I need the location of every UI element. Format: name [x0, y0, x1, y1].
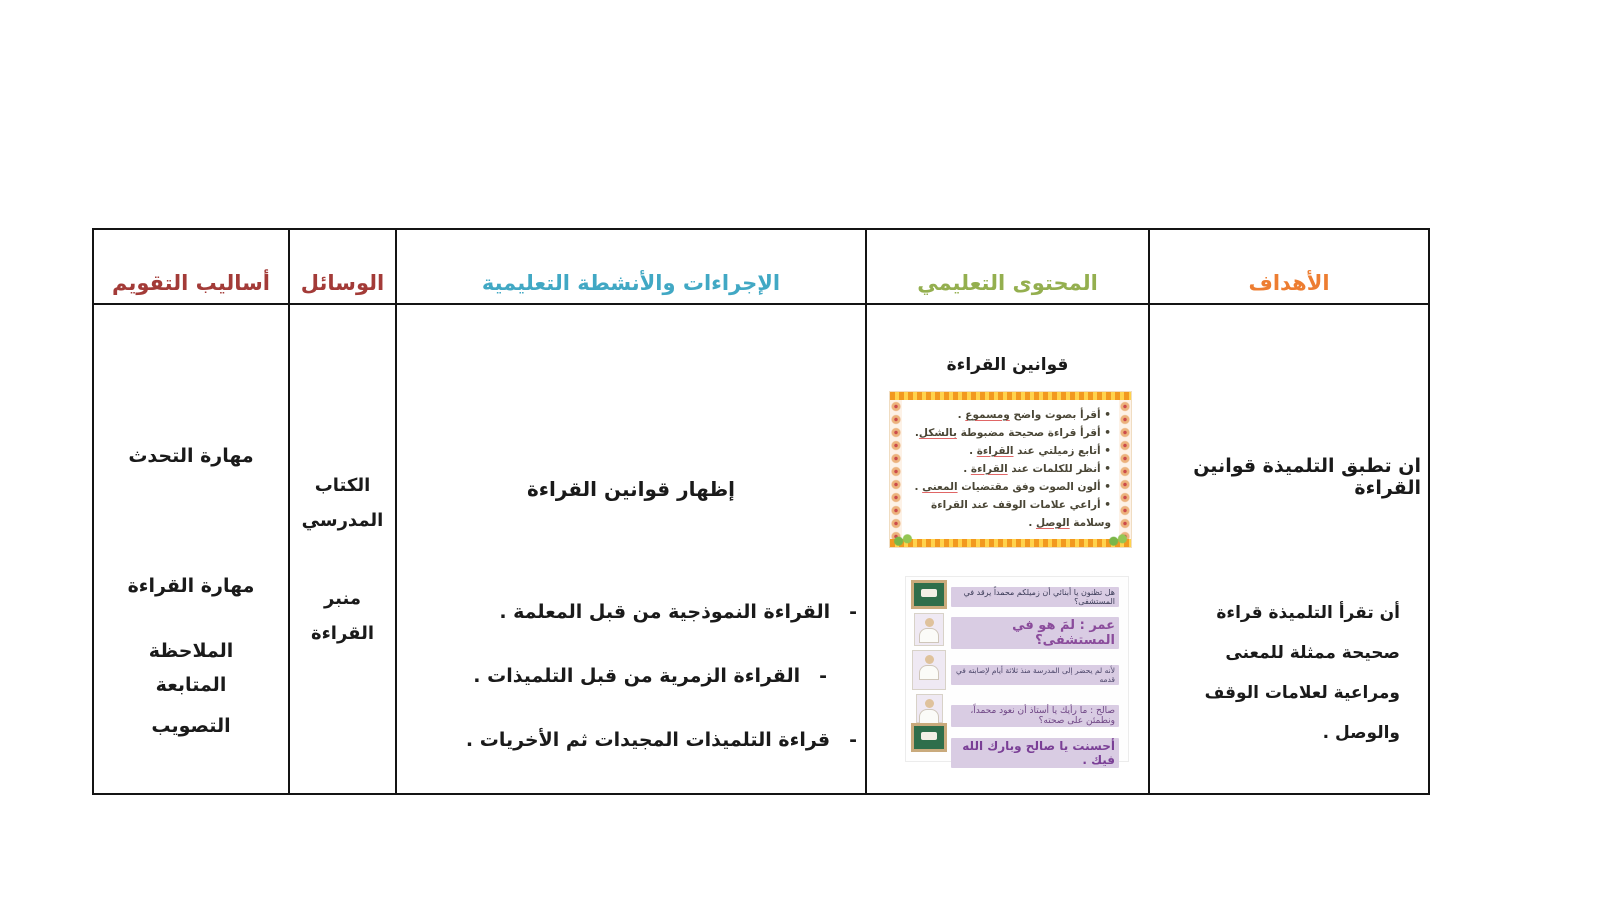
rule-line: • أتابع زميلتي عند القراءة .	[969, 445, 1111, 457]
student-icon	[914, 613, 944, 646]
header-procedures	[397, 230, 867, 303]
cell-evaluation	[94, 305, 290, 793]
procedures-title: إظهار قوانين القراءة	[526, 477, 736, 501]
rule-line: • أنظر للكلمات عند القراءة .	[963, 463, 1111, 475]
reading-rules-list	[904, 402, 1117, 537]
chalkboard-icon	[911, 580, 947, 609]
cell-objectives	[1150, 305, 1428, 793]
dialogue-line: لأنه لم يحضر إلى المدرسة منذ ثلاثة أيام لإصابته في قدمه	[951, 665, 1119, 685]
poster-border-left	[890, 400, 902, 539]
rule-line: • أراعي علامات الوقف عند القراءة وسلامة الوصل .	[931, 499, 1111, 529]
procedure-item-model-reading: - القراءة النموذجية من قبل المعلمة .	[499, 601, 857, 623]
content-title: قوانين القراءة	[946, 355, 1069, 375]
evaluation-item-followup: المتابعة	[155, 674, 227, 696]
evaluation-item-reading-skill: مهارة القراءة	[127, 575, 255, 597]
student-icon	[916, 694, 943, 723]
header-content-label: المحتوى التعليمي	[917, 271, 1098, 295]
cell-content	[867, 305, 1150, 793]
textbook-dialogue-lines	[949, 580, 1125, 767]
header-means	[290, 230, 397, 303]
poster-border-bottom	[890, 539, 1131, 547]
header-objectives-label: الأهداف	[1248, 271, 1330, 295]
reading-rules-poster	[889, 391, 1132, 548]
table-body-row	[94, 305, 1428, 793]
header-evaluation-label: أساليب التقويم	[111, 271, 271, 295]
objective-apply-reading-rules: ان تطبق التلميذة قوانين القراءة	[1193, 455, 1421, 499]
dialogue-line: صالح : ما رأيك يا أستاذ أن نعود محمداً، ونطمئن على صحته؟	[951, 705, 1119, 727]
cell-means	[290, 305, 397, 793]
poster-border-top	[890, 392, 1131, 400]
means-item-schoolbook: الكتاب المدرسي	[301, 475, 384, 531]
header-objectives	[1150, 230, 1428, 303]
lesson-plan-table	[92, 228, 1430, 795]
rule-line: • ألون الصوت وفق مقتضيات المعنى .	[914, 481, 1111, 493]
textbook-thumbnails	[909, 580, 949, 758]
textbook-dialogue-image	[905, 576, 1129, 767]
procedure-item-students-reading: - قراءة التلميذات المجيدات ثم الأخريات .	[465, 729, 857, 751]
header-content	[867, 230, 1150, 303]
table-header-row	[94, 230, 1428, 305]
evaluation-item-correction: التصويب	[151, 715, 231, 737]
objective-correct-reading: أن تقرأ التلميذة قراءة صحيحة ممثلة للمعنى ومراعية لعلامات الوقف والوصل .	[1204, 603, 1400, 743]
evaluation-item-observation: الملاحظة	[148, 640, 234, 662]
header-means-label: الوسائل	[300, 271, 385, 295]
rule-line: • أقرأ بصوت واضح ومسموع .	[957, 409, 1111, 421]
rule-line: • أقرأ قراءة صحيحة مضبوطة بالشكل.	[914, 427, 1111, 439]
header-evaluation	[94, 230, 290, 303]
dialogue-line: عمر : لمَ هو في المستشفى؟	[951, 617, 1119, 649]
chalkboard-icon	[911, 723, 947, 752]
poster-border-right	[1119, 400, 1131, 539]
dialogue-line: أحسنت يا صالح وبارك الله فيك .	[951, 738, 1119, 768]
evaluation-item-speaking-skill: مهارة التحدث	[128, 445, 254, 467]
cell-procedures	[397, 305, 867, 793]
dialogue-line: هل تظنون يا أبنائي أن زميلكم محمداً يرقد في المستشفى؟	[951, 587, 1119, 607]
header-procedures-label: الإجراءات والأنشطة التعليمية	[481, 271, 781, 295]
procedure-item-group-reading: - القراءة الزمرية من قبل التلميذات .	[473, 665, 827, 687]
teacher-icon	[912, 650, 946, 690]
means-item-reading-podium: منبر القراءة	[310, 588, 375, 644]
